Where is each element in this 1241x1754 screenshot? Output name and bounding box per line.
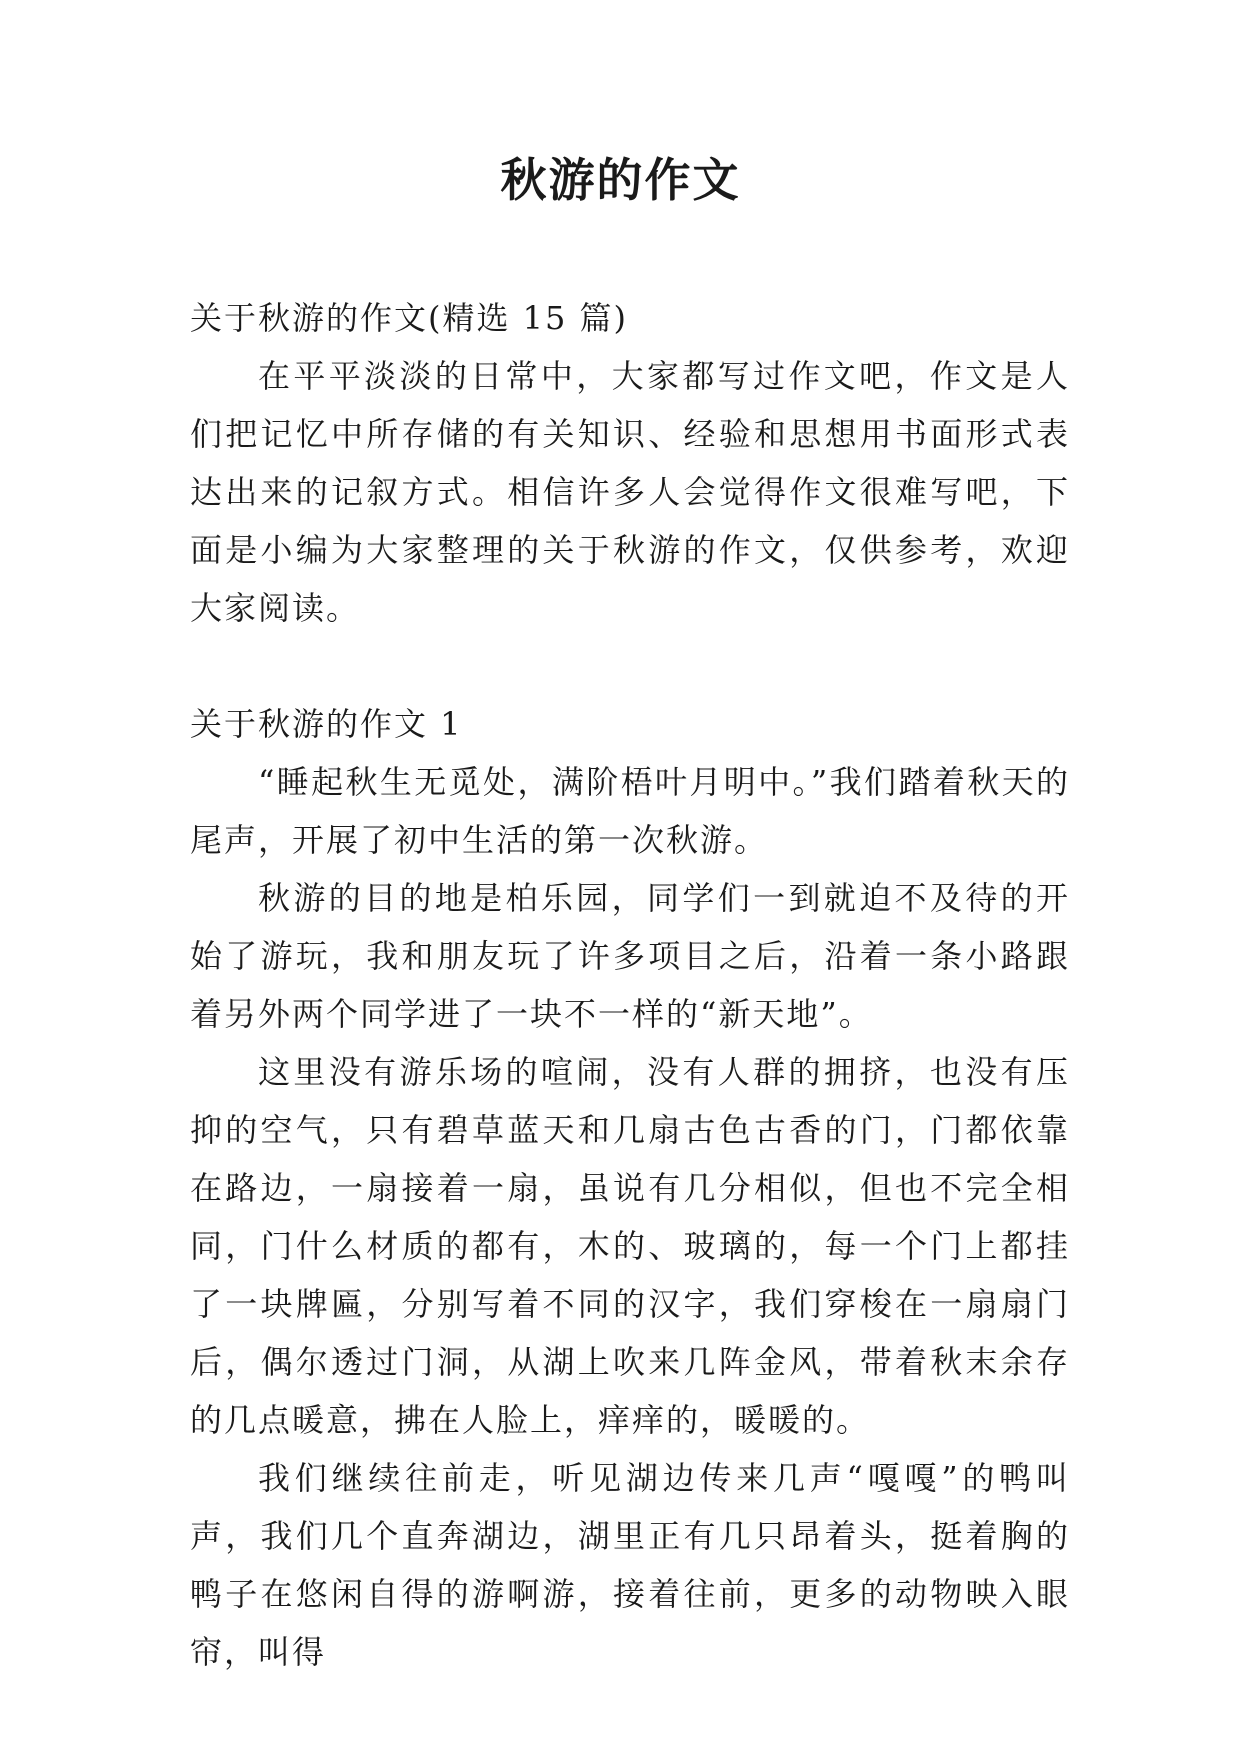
- body-paragraph: 秋游的目的地是柏乐园，同学们一到就迫不及待的开始了游玩，我和朋友玩了许多项目之后，沿着一条小路跟着另外两个同学进了一块不一样的“新天地”。: [190, 879, 1070, 1033]
- section-spacer: [190, 637, 1070, 695]
- document-title: 秋游的作文: [500, 153, 741, 207]
- body-paragraph: “睡起秋生无觅处，满阶梧叶月明中。”我们踏着秋天的尾声，开展了初中生活的第一次秋游。: [190, 763, 1070, 859]
- body-paragraph: 我们继续往前走，听见湖边传来几声“嘎嘎”的鸭叫声，我们几个直奔湖边，湖里正有几只昂着头，挺着胸的鸭子在悠闲自得的游啊游，接着往前，更多的动物映入眼帘，叫得: [190, 1459, 1070, 1671]
- body-paragraph: 这里没有游乐场的喧闹，没有人群的拥挤，也没有压抑的空气，只有碧草蓝天和几扇古色古香的门，门都依靠在路边，一扇接着一扇，虽说有几分相似，但也不完全相同，门什么材质的都有，木的、玻璃的，每一个门上都挂了一块牌匾，分别写着不同的汉字，我们穿梭在一扇扇门后，偶尔透过门洞，从湖上吹来几阵金风，带着秋末余存的几点暖意，拂在人脸上，痒痒的，暖暖的。: [190, 1053, 1070, 1439]
- section-heading: 关于秋游的作文 1: [190, 705, 463, 743]
- intro-paragraph: 在平平淡淡的日常中，大家都写过作文吧，作文是人们把记忆中所存储的有关知识、经验和思想用书面形式表达出来的记叙方式。相信许多人会觉得作文很难写吧，下面是小编为大家整理的关于秋游的作文，仅供参考，欢迎大家阅读。: [190, 357, 1070, 627]
- document-body: [190, 289, 1070, 1681]
- subtitle: 关于秋游的作文(精选 15 篇): [190, 299, 629, 337]
